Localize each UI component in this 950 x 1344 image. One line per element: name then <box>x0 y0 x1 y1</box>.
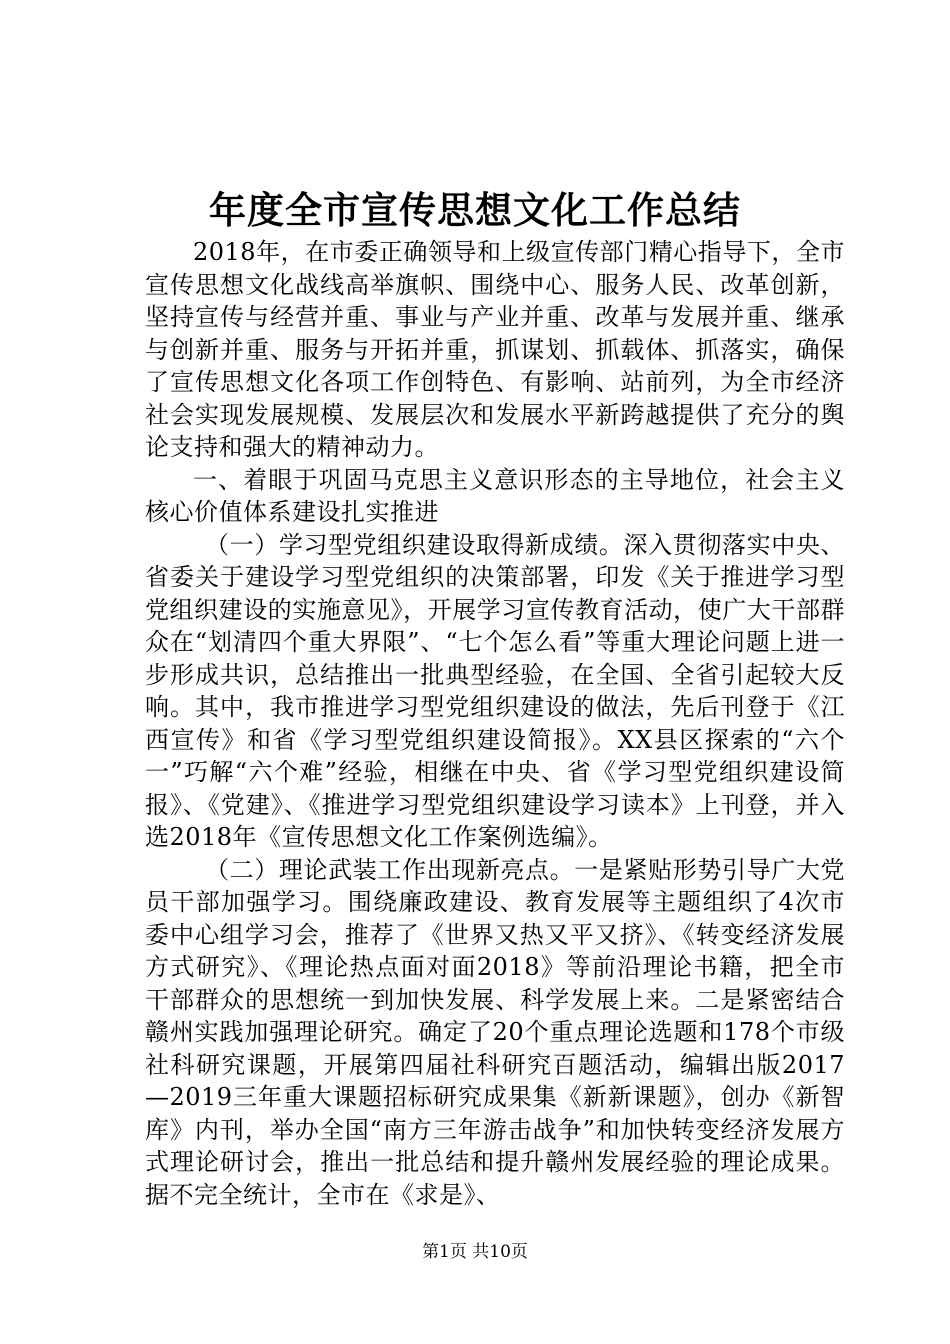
document-title: 年度全市宣传思想文化工作总结 <box>209 188 741 232</box>
paragraph-subsection-2: （二）理论武装工作出现新亮点。一是紧贴形势引导广大党员干部加强学习。围绕廉政建设、教育发展等主题组织了4次市委中心组学习会，推荐了《世界又热又平又挤》、《转变经济发展方式研究》、《理论热点面对面2018》等前沿理论书籍，把全市干部群众的思想统一到加快发展、科学发展上来。二是紧密结合赣州实践加强理论研究。确定了20个重点理论选题和178个市级社科研究课题，开展第四届社科研究百题活动，编辑出版2017—2019三年重大课题招标研究成果集《新新课题》，创办《新智库》内刊，举办全国“南方三年游击战争”和加快转变经济发展方式理论研讨会，推出一批总结和提升赣州发展经验的理论成果。据不完全统计，全市在《求是》、 <box>145 855 845 1209</box>
paragraph-subsection-1: （一）学习型党组织建设取得新成绩。深入贯彻落实中央、省委关于建设学习型党组织的决策部署，印发《关于推进学习型党组织建设的实施意见》，开展学习宣传教育活动，使广大干部群众在“划清四个重大界限”、“七个怎么看”等重大理论问题上进一步形成共识，总结推出一批典型经验，在全国、全省引起较大反响。其中，我市推进学习型党组织建设的做法，先后刊登于《江西宣传》和省《学习型党组织建设简报》。XX县区探索的“六个一”巧解“六个难”经验，相继在中央、省《学习型党组织建设简报》、《党建》、《推进学习型党组织建设学习读本》上刊登，并入选2018年《宣传思想文化工作案例选编》。 <box>145 530 845 851</box>
paragraph-intro: 2018年，在市委正确领导和上级宣传部门精心指导下，全市宣传思想文化战线高举旗帜、围绕中心、服务人民、改革创新，坚持宣传与经营并重、事业与产业并重、改革与发展并重、继承与创新并重、服务与开拓并重，抓谋划、抓载体、抓落实，确保了宣传思想文化各项工作创特色、有影响、站前列，为全市经济社会实现发展规模、发展层次和发展水平新跨越提供了充分的舆论支持和强大的精神动力。 <box>145 238 845 461</box>
document-body <box>145 236 845 1211</box>
section-heading-1: 一、着眼于巩固马克思主义意识形态的主导地位，社会主义核心价值体系建设扎实推进 <box>145 465 845 526</box>
page-footer: 第1页 共10页 <box>422 1242 528 1262</box>
